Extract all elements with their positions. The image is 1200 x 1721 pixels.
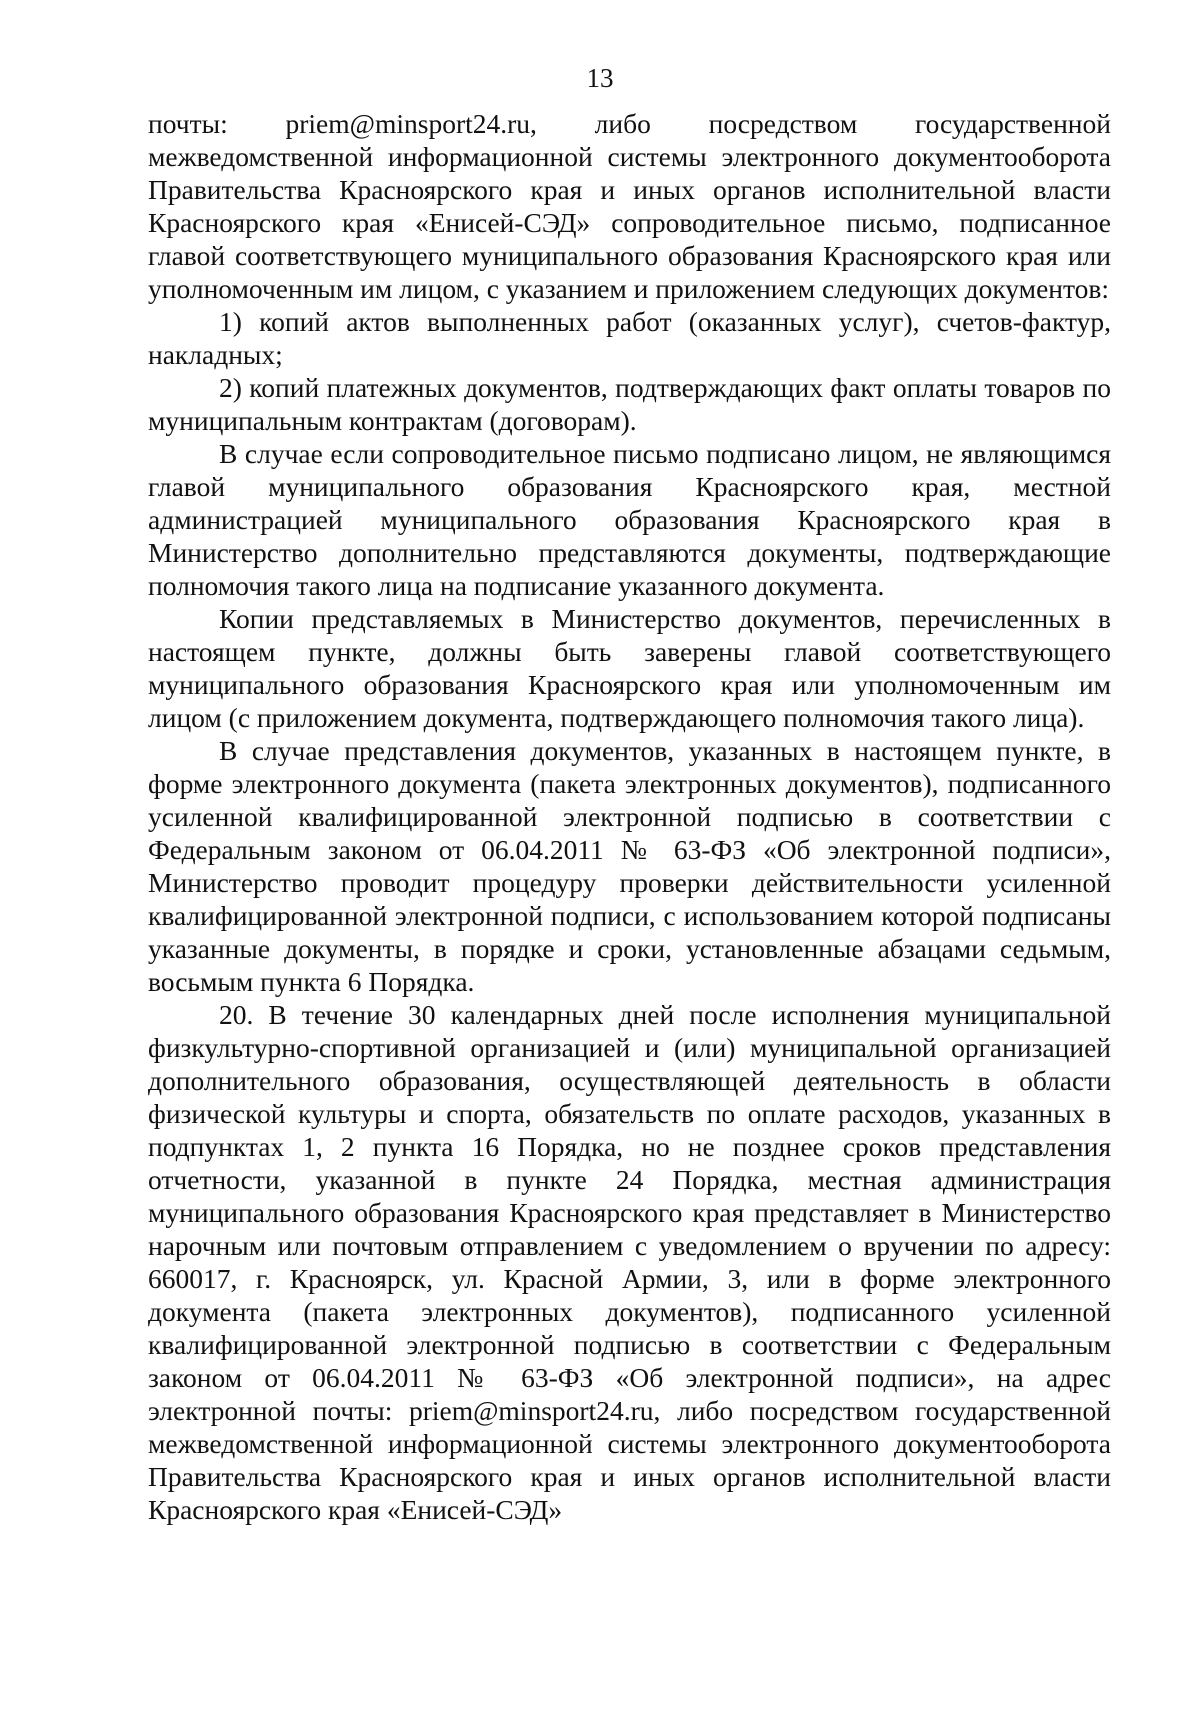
paragraph-continuation: почты: priem@minsport24.ru, либо посредством государственной межведомственной информационной системы электронного документооборота Правительства Красноярского края и иных органов исполнительной власти Красноярского края «Енисей-СЭД» сопроводительное письмо, подписанное главой соответствующего муниципального образования Красноярского края или уполномоченным им лицом, с указанием и приложением следующих документов: <box>148 108 1111 304</box>
list-item-2: 2) копий платежных документов, подтверждающих факт оплаты товаров по муниципальным контрактам (договорам). <box>148 372 1111 436</box>
paragraph-signer: В случае если сопроводительное письмо подписано лицом, не являющимся главой муниципального образования Красноярского края, местной администрацией муниципального образования Красноярского края в Министерство дополнительно представляются документы, подтверждающие полномочия такого лица на подписание указанного документа. <box>148 438 1111 601</box>
paragraph-electronic: В случае представления документов, указанных в настоящем пункте, в форме электронного документа (пакета электронных документов), подписанного усиленной квалифицированной электронной подписью в соответствии с Федеральным законом от 06.04.2011 № 63-ФЗ «Об электронной подписи», Министерство проводит процедуру проверки действительности усиленной квалифицированной электронной подписи, с использованием которой подписаны указанные документы, в порядке и сроки, установленные абзацами седьмым, восьмым пункта 6 Порядка. <box>148 735 1111 997</box>
paragraph-item-20: 20. В течение 30 календарных дней после исполнения муниципальной физкультурно-спортивной организацией и (или) муниципальной организацией дополнительного образования, осуществляющей деятельность в области физической культуры и спорта, обязательств по оплате расходов, указанных в подпунктах 1, 2 пункта 16 Порядка, но не позднее сроков представления отчетности, указанной в пункте 24 Порядка, местная администрация муниципального образования Красноярского края представляет в Министерство нарочным или почтовым отправлением с уведомлением о вручении по адресу: 660017, г. Красноярск, ул. Красной Армии, 3, или в форме электронного документа (пакета электронных документов), подписанного усиленной квалифицированной электронной подписью в соответствии с Федеральным законом от 06.04.2011 № 63-ФЗ «Об электронной подписи», на адрес электронной почты: priem@minsport24.ru, либо посредством государственной межведомственной информационной системы электронного документооборота Правительства Красноярского края и иных органов исполнительной власти Красноярского края «Енисей-СЭД» <box>148 999 1111 1525</box>
list-item-1: 1) копий актов выполненных работ (оказанных услуг), счетов-фактур, накладных; <box>148 306 1111 370</box>
document-body <box>148 107 1111 1526</box>
paragraph-copies: Копии представляемых в Министерство документов, перечисленных в настоящем пункте, должны быть заверены главой соответствующего муниципального образования Красноярского края или уполномоченным им лицом (с приложением документа, подтверждающего полномочия такого лица). <box>148 603 1111 733</box>
page-number: 13 <box>586 63 614 93</box>
